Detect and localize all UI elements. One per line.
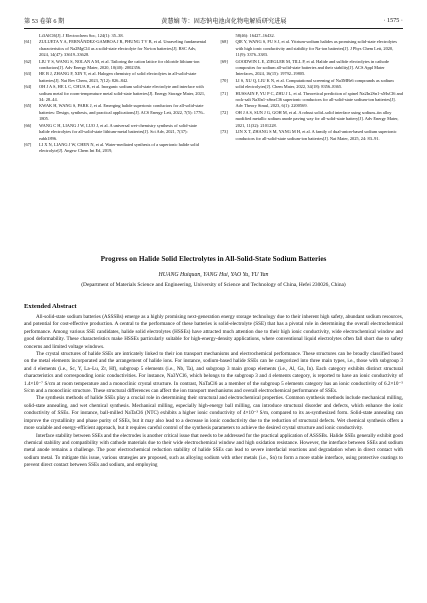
abstract-paragraph: All-solid-state sodium batteries (ASSSBs) emerge as a highly promising next-generation energy storage technology due to their inherent high safety, abundant sodium resources, and potential for cost-effective production. A central to the performance of these batteries is solid-electrolyte (SSE) that has a pivotal role in determining the overall electrochemical performance. Among various SSE candidates, halide solid electrolytes (HSSEs) have attracted much attention due to their high ionic conductivity, wide electrochemical window and good deformability. These characteristics make HSSEs particularly suitable for high-energy-density applications, where conventional liquid electrolytes often fall short due to safety concerns and limited voltage windows. bbox=[24, 314, 403, 350]
reference-number: [61] bbox=[24, 39, 32, 45]
reference-item bbox=[24, 71, 207, 84]
reference-text: ZULUETA Y A, FERNÁNDEZ-GAMBOA J R, PHUNG T V B, et al. Unraveling fundamental characteristics of Na2MgCl4 as a solid-state electrolyte for Na-ion batteries[J]. RSC Adv, 2024, 14(47): 33619–33628. bbox=[39, 39, 207, 58]
reference-text: Li3AlCl6[J]. J Electrochem Soc, 124(1): 35–38. bbox=[39, 33, 124, 38]
reference-item bbox=[221, 59, 404, 78]
reference-text: LI X N, LIANG J W, CHEN N, et al. Water-mediated synthesis of a superionic halide solid electrolyte[J]. Angew Chem Int Ed, 2019, bbox=[39, 141, 199, 154]
reference-item bbox=[221, 78, 404, 91]
reference-item bbox=[24, 123, 207, 142]
reference-text: LI S, XU Q, LIU K N, et al. Computational screening of Na3MBr6 compounds as sodium solid electrolytes[J]. Chem Mater, 2022, 34(18): 8356–8365. bbox=[235, 77, 394, 90]
reference-number: [72] bbox=[220, 109, 228, 115]
reference-text: 58(46): 16427–16432. bbox=[235, 33, 275, 38]
reference-item bbox=[221, 110, 404, 129]
reference-item bbox=[24, 142, 207, 155]
abstract-paragraph: The synthesis methods of halide SSEs play a crucial role in determining their structural and electrochemical properties. Common synthesis methods include mechanical milling, solid-state annealing, and wet chemical synthesis. Mechanical milling, especially high-energy ball milling, can introduce structural disorder and defects, which enhance the ionic conductivity of SSEs. For instance, ball-milled NaTaCl6 (NTC) exhibits a higher ionic conductivity of 4×10⁻³ S/m, compared to its as-synthesized form. Solid-state annealing can improve the crystallinity and phase purity of SSEs, but it may also lead to a decrease in ionic conductivity due to the reduction of structural defects. Wet chemical synthesis offers a more scalable and energy-efficient approach, but it requires careful control of the synthesis parameters to achieve the desired crystal structure and ionic conductivity. bbox=[24, 395, 403, 432]
reference-column-right bbox=[221, 33, 404, 155]
reference-number: [66] bbox=[24, 122, 32, 128]
reference-text: LIN X T, ZHANG S M, YANG M H, et al. A family of dual-anion-based sodium superionic conductors for all-solid-state sodium-ion batteries[J]. Nat Mater, 2025, 24: 83–91. bbox=[235, 129, 397, 141]
reference-text: OH J A S, SUN J G, GOH M, et al. A robust solid–solid interface using sodium–tin alloy modified metallic sodium anode paving way for all-solid-state battery[J]. Adv Energy Mater, 2021, 11(32): 2101228. bbox=[235, 109, 399, 128]
reference-text: LIU Y S, WANG S, NOLAN A M, et al. Tailoring the cation lattice for chloride lithium-ion conductors[J]. Adv Energy Mater, 2020, 10(40): 2002356. bbox=[39, 58, 200, 71]
page-number: · 1575 · bbox=[383, 16, 403, 24]
running-header bbox=[24, 14, 403, 26]
reference-number: [62] bbox=[24, 58, 32, 64]
reference-item bbox=[24, 59, 207, 72]
header-rule bbox=[24, 28, 403, 29]
reference-text: OH J A S, HE L C, CHUA B, et al. Inorganic sodium solid-state electrolyte and interface with sodium metal for room-temperature metal solid-state batteries[J]. Energy Storage Mater, 2021, 34: 28–44. bbox=[39, 84, 206, 103]
abstract-paragraph: The crystal structures of halide SSEs are intricately linked to their ion transport mechanisms and electrochemical performance. These structures can be broadly classified based on the metal elements incorporated and the arrangement of halide ions. For instance, sodium-based halide SSEs can be categorized into three main types, i.e., those with subgroup 3 and 4 elements (i.e., Sc, Y, La–Lu, Zr, Hf), subgroup 5 elements (i.e., Nb, Ta), and subgroup 3 main group elements (i.e., Al, Ga, In). Each category exhibits distinct structural characteristics and corresponding ionic conductivities. For instance, Na3YCl6, which belongs to the subgroup 3 and 4 elements category, is reported to have an ionic conductivity of 1.4×10⁻⁷ S/cm at room temperature and a monoclinic crystal structure. In contrast, NaTaCl6 as a member of the subgroup 5 elements category has an ionic conductivity of 6.2×10⁻⁵ S/cm and a monoclinic structure. These structural differences can affect the ion transport mechanisms and overall electrochemical performance of SSEs. bbox=[24, 351, 403, 395]
reference-item bbox=[24, 39, 207, 58]
abstract-body bbox=[24, 314, 403, 470]
reference-item bbox=[24, 103, 207, 122]
english-title: Progress on Halide Solid Electrolytes in All-Solid-State Sodium Batteries bbox=[100, 254, 327, 263]
affiliation: (Department of Materials Science and Engineering, University of Science and Technology of China, Hefei 230026, China) bbox=[81, 282, 346, 288]
reference-list bbox=[24, 33, 403, 155]
author-list: HUANG Huiquan, YANG Hui, YAO Yu, YU Yan bbox=[158, 272, 269, 278]
abstract-heading: Extended Abstract bbox=[24, 303, 77, 310]
reference-text: QIE Y, WANG S, FU S J, et al. Yttrium-sodium halides as promising solid-state electrolytes with high ionic conductivity and stability for Na-ion batteries[J]. J Phys Chem Lett, 2020, 11(9): 3376–3383. bbox=[235, 39, 397, 58]
journal-volume-issue: 第 53 卷第 6 期 bbox=[24, 17, 65, 25]
reference-text: GOODWIN L E, ZIEGLER M, TILL P, et al. Halide and sulfide electrolytes in cathode composites for sodium all-solid-state batteries and their stability[J]. ACS Appl Mater Interfaces, 2024, 16(15): 19792–19805. bbox=[235, 58, 389, 77]
reference-number: [73] bbox=[220, 129, 228, 135]
reference-number: [67] bbox=[24, 141, 32, 147]
reference-number: [64] bbox=[24, 84, 32, 90]
reference-number: [65] bbox=[24, 103, 32, 109]
reference-text: HUSSAIN F, YU P C, ZHU J L, et al. Theoretical prediction of spinel Na2In2Sn1-xMxCl6 and rock-salt Na3In1-xSnxCl6 superionic conductors for all-solid-state sodium-ion batteries[J]. Adv Theory Simul, 2023, 6(1): 2200569. bbox=[235, 90, 403, 109]
running-title: 黄慧嫡 等：固态钠电池卤化物电解质研究进展 bbox=[161, 17, 287, 25]
reference-number: [69] bbox=[220, 58, 228, 64]
reference-item bbox=[221, 39, 404, 58]
reference-text: KWAK H, WANG S, PARK J, et al. Emerging halide superionic conductors for all-solid-state batteries: Design, synthesis, and practical applications[J]. ACS Energy Lett, 2022, 7(5): 1776–1805. bbox=[39, 103, 205, 122]
reference-number: [71] bbox=[220, 90, 228, 96]
reference-text: WANG C H, LIANG J W, LUO J, et al. A universal wet-chemistry synthesis of solid-state halide electrolytes for all-solid-state lithium-metal batteries[J]. Sci Adv, 2021, 7(37): eabh1896. bbox=[39, 122, 197, 141]
reference-item bbox=[24, 84, 207, 103]
reference-number: [70] bbox=[220, 77, 228, 83]
reference-text: HE B J, ZHANG F, XIN Y, et al. Halogen chemistry of solid electrolytes in all-solid-state batteries[J]. Nat Rev Chem, 2023, 7(12): 826–842. bbox=[39, 71, 197, 83]
reference-item bbox=[221, 91, 404, 110]
abstract-paragraph: Interface stability between SSEs and the electrodes is another critical issue that needs to be addressed for the practical application of ASSSBs. Halide SSEs generally exhibit good chemical stability and compatibility with cathode materials due to their wide electrochemical window and high oxidation resistance. However, the interface between SSEs and sodium metal anode remains a challenge. The poor electrochemical reduction stability of halide SSEs can lead to severe interfacial reactions and degradation when in direct contact with sodium metal. To mitigate this issue, various strategies are proposed, such as alloying sodium with other metals (i.e., Sn) to form a more stable interface, using protective coatings to prevent direct contact between SSEs and sodium, and employing bbox=[24, 432, 403, 469]
reference-column-left bbox=[24, 33, 207, 155]
reference-item bbox=[221, 129, 404, 142]
reference-number: [68] bbox=[220, 39, 228, 45]
reference-number: [63] bbox=[24, 71, 32, 77]
